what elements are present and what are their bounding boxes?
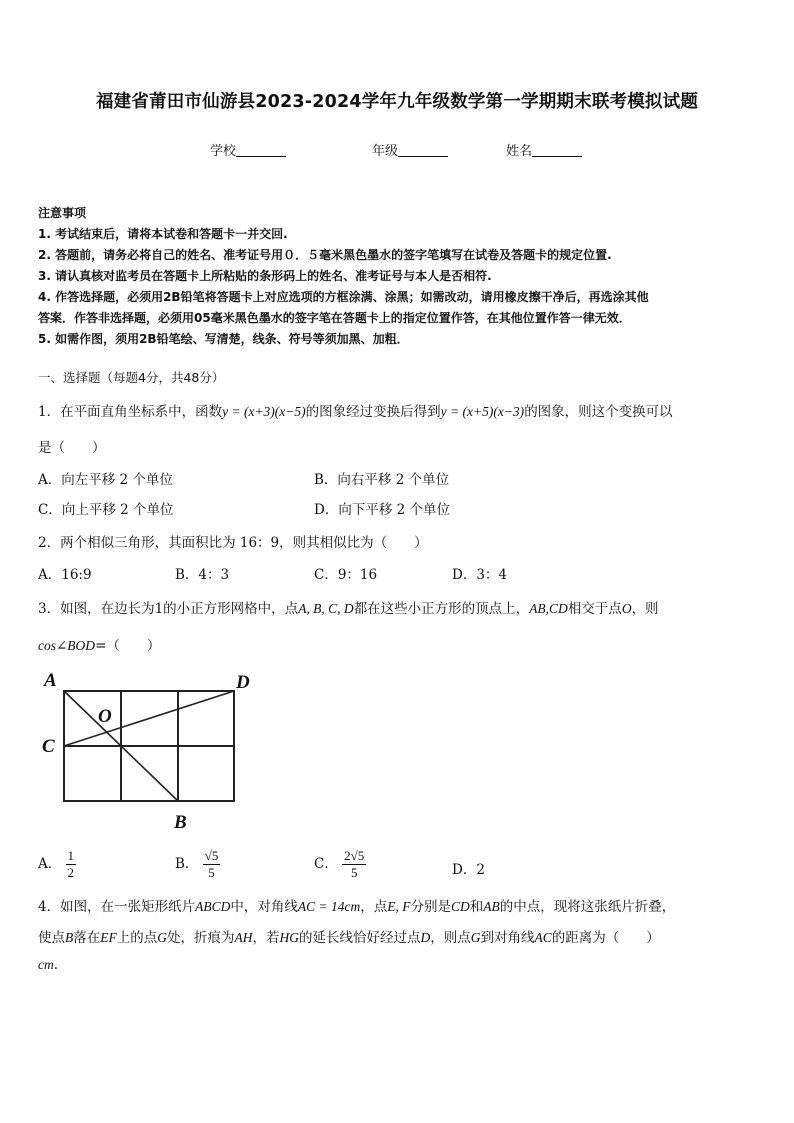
denominator: 5	[208, 865, 215, 880]
fraction-1-2	[66, 848, 77, 881]
q3-option-c-label: C．	[314, 856, 338, 872]
q1-option-c[interactable]: C．向上平移 2 个单位	[38, 502, 174, 518]
grid-figure	[40, 668, 270, 838]
numerator: 1	[67, 848, 75, 863]
numerator: 2√5	[344, 848, 365, 863]
section-heading: 一、选择题（每题4分，共48分）	[38, 370, 225, 385]
q3-mid2: 相交于点	[567, 601, 622, 617]
fraction-2sqrt5-5	[342, 848, 366, 881]
q3-option-b-label: B．	[175, 856, 199, 872]
q3-option-c[interactable]	[314, 848, 366, 881]
q4-math: B	[65, 930, 74, 945]
denominator: 5	[350, 865, 358, 880]
q3-option-d[interactable]: D．2	[452, 862, 485, 878]
q2-option-a[interactable]: A．16:9	[38, 567, 92, 583]
grade-field[interactable]	[372, 140, 448, 159]
label-d: D	[236, 672, 250, 693]
q1-func-1: y = (x+3)(x−5)	[222, 404, 306, 419]
q4-text: 的距离为（ ）	[551, 930, 660, 946]
q1-func-2: y = (x+5)(x−3)	[440, 404, 525, 419]
q3-option-a[interactable]	[38, 848, 76, 881]
q2-option-c[interactable]: C．9：16	[314, 567, 378, 583]
notes-block	[38, 203, 649, 350]
q4-math: AH	[234, 930, 253, 945]
denominator: 2	[67, 865, 75, 880]
q3-pre: 3．如图，在边长为1的小正方形网格中，点	[38, 601, 299, 617]
label-o: O	[98, 706, 112, 727]
page-title: 福建省莆田市仙游县2023-2024学年九年级数学第一学期期末联考模拟试题	[95, 92, 699, 112]
q4-text: 的中点，现将这张纸片折叠，	[499, 899, 676, 915]
q1-mid: 的图象经过变换后得到	[305, 404, 441, 420]
notes-heading: 注意事项	[38, 206, 87, 220]
q1-post: 的图象，则这个变换可以	[524, 404, 673, 420]
q4-line3	[38, 957, 58, 973]
q1-text	[38, 400, 673, 420]
q4-text: 4．如图，在一张矩形纸片	[38, 899, 196, 915]
q3-points: A, B, C, D	[298, 601, 354, 616]
q3-lines: AB,CD	[529, 601, 568, 616]
school-label: 学校	[210, 144, 237, 159]
q4-text: 处，折痕为	[167, 930, 235, 946]
label-a: A	[44, 670, 57, 691]
name-blank[interactable]	[532, 142, 582, 157]
q4-math: AB	[483, 899, 500, 914]
q4-math: G	[157, 930, 167, 945]
q4-math: ABCD	[195, 899, 231, 914]
segment-cd	[64, 691, 234, 746]
q4-math: HG	[279, 930, 299, 945]
q4-math: G	[470, 930, 481, 945]
q3-point-o: O	[621, 601, 632, 616]
q4-text: ，则点	[430, 930, 471, 946]
q1-line2: 是（ ）	[38, 440, 106, 456]
q2-text: 2．两个相似三角形，其面积比为 16：9，则其相似比为（ ）	[38, 535, 428, 551]
q3-option-a-label: A．	[38, 856, 62, 872]
q1-option-a[interactable]: A．向左平移 2 个单位	[38, 472, 173, 488]
q4-math: EF	[100, 930, 117, 945]
q1-option-d[interactable]: D．向下平移 2 个单位	[314, 502, 450, 518]
q2-option-b[interactable]: B．4：3	[175, 567, 230, 583]
q3-text	[38, 597, 659, 617]
q3-option-b[interactable]	[175, 848, 220, 881]
school-blank[interactable]	[236, 142, 286, 157]
note-item: 3. 请认真核对监考员在答题卡上所粘贴的条形码上的姓名、准考证号与本人是否相符.	[38, 269, 492, 283]
label-b: B	[174, 812, 187, 833]
q4-text: 中，对角线	[230, 899, 298, 915]
q3-blank: =（ ）	[95, 638, 161, 654]
q4-math: AC = 14cm	[297, 899, 361, 914]
note-item: 1. 考试结束后，请将本试卷和答题卡一并交回.	[38, 227, 288, 241]
note-item: 答案．作答非选择题，必须用05毫米黑色墨水的签字笔在答题卡上的指定位置作答，在其他位置作答一律无效．	[38, 311, 631, 325]
q3-line2	[38, 634, 160, 654]
note-item: 5. 如需作图，须用2B铅笔绘、写清楚，线条、符号等须加黑、加粗．	[38, 332, 409, 346]
q4-text: 落在	[73, 930, 101, 946]
name-field[interactable]	[506, 140, 582, 159]
numerator: √5	[204, 848, 219, 863]
q2-option-d[interactable]: D．3：4	[452, 567, 508, 583]
grade-blank[interactable]	[398, 142, 448, 157]
q1-option-b[interactable]: B．向右平移 2 个单位	[314, 472, 450, 488]
q4-text: 使点	[38, 930, 65, 946]
q4-text: 到对角线	[480, 930, 535, 946]
q4-text: 上的点	[116, 930, 158, 946]
note-item: 4. 作答选择题，必须用2B铅笔将答题卡上对应选项的方框涂满、涂黑；如需改动，请用橡皮擦干净后，再选涂其他	[38, 290, 649, 304]
q4-text: 和	[469, 899, 484, 915]
q3-cos: cos∠BOD	[38, 638, 96, 653]
q4-line1	[38, 895, 675, 915]
q4-text: ，点	[360, 899, 388, 915]
q4-period: .	[53, 957, 59, 973]
q4-text: 分别是	[410, 899, 451, 915]
school-field[interactable]	[210, 140, 286, 159]
fraction-sqrt5-5	[203, 848, 221, 881]
q4-math: AC	[534, 930, 552, 945]
q1-pre: 1．在平面直角坐标系中，函数	[38, 404, 223, 420]
grid-lines	[64, 691, 234, 801]
q4-unit: cm	[38, 957, 54, 972]
label-c: C	[42, 736, 55, 757]
q4-math: D	[420, 930, 431, 945]
grade-label: 年级	[372, 144, 399, 159]
note-item: 2. 答题前，请务必将自己的姓名、准考证号用０．５毫米黑色墨水的签字笔填写在试卷及答题卡的规定位置.	[38, 248, 612, 262]
q4-text: 的延长线恰好经过点	[299, 930, 421, 946]
q3-post: ，则	[631, 601, 659, 617]
q4-math: CD	[450, 899, 470, 914]
q4-line2	[38, 926, 660, 946]
q4-text: ，若	[252, 930, 280, 946]
q3-mid: 都在这些小正方形的顶点上，	[353, 601, 530, 617]
q4-math: E, F	[387, 899, 411, 914]
name-label: 姓名	[506, 144, 533, 159]
